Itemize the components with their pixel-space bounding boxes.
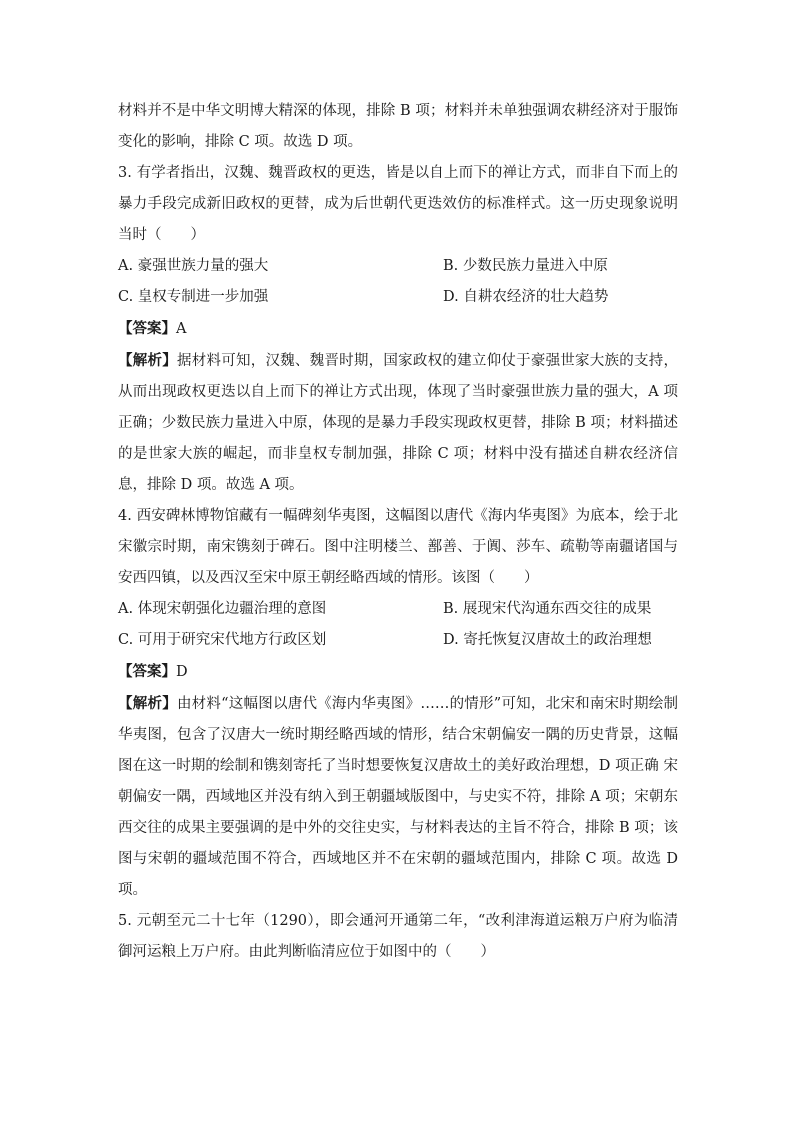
answer-line <box>118 313 678 345</box>
answer-tag: 【答案】 <box>118 320 176 337</box>
answer-tag: 【答案】 <box>118 663 176 680</box>
answer-line <box>118 656 678 688</box>
options-grid <box>118 594 678 656</box>
question-stem: 4. 西安碑林博物馆藏有一幅碑刻华夷图，这幅图以唐代《海内华夷图》为底本，绘于北宋徽宗时期，南宋镌刻于碑石。图中注明楼兰、鄯善、于阗、莎车、疏勒等南疆诸国与安西四镇，以及西汉至宋中原王朝经略西域的情形。该图（ ） <box>118 508 678 586</box>
option-d: D. 自耕农经济的壮大趋势 <box>443 289 609 305</box>
option-b: B. 展现宋代沟通东西交往的成果 <box>443 601 652 617</box>
question-4 <box>118 501 678 906</box>
question-5 <box>118 906 678 968</box>
question-stem: 5. 元朝至元二十七年（1290），即会通河开通第二年，“改利津海道运粮万户府为临清御河运粮上万户府。由此判断临清应位于如图中的（ ） <box>118 913 678 960</box>
document-page <box>118 96 678 968</box>
analysis-text: 据材料可知，汉魏、魏晋时期，国家政权的建立仰仗于豪强世家大族的支持，从而出现政权更迭以自上而下的禅让方式出现，体现了当时豪强世族力量的强大，A 项正确；少数民族力量进入中原，体现的是暴力手段实现政权更替，排除 B 项；材料描述的是世家大族的崛起，而非皇权专制加强，排除 C 项；材料中没有描述自耕农经济信息，排除 D 项。故选 A 项。 <box>118 353 679 493</box>
option-a: A. 体现宋朝强化边疆治理的意图 <box>118 601 327 617</box>
option-d: D. 寄托恢复汉唐故土的政治理想 <box>443 632 652 648</box>
intro-paragraph: 材料并不是中华文明博大精深的体现，排除 B 项；材料并未单独强调农耕经济对于服饰变化的影响，排除 C 项。故选 D 项。 <box>118 103 678 150</box>
analysis-text: 由材料“这幅图以唐代《海内华夷图》……的情形”可知，北宋和南宋时期绘制华夷图，包含了汉唐大一统时期经略西域的情形，结合宋朝偏安一隅的历史背景，这幅图在这一时期的绘制和镌刻寄托了当时想要恢复汉唐故土的美好政治理想，D 项正确 宋朝偏安一隅，西域地区并没有纳入到王朝疆域版图中，与史实不符，排除 A 项；宋朝东西交往的成果主要强调的是中外的交往史实，与材料表达的主旨不符合，排除 B 项；该图与宋朝的疆域范围不符合，西域地区并不在宋朝的疆域范围内，排除 C 项。故选 D 项。 <box>118 696 678 898</box>
question-stem: 3. 有学者指出，汉魏、魏晋政权的更迭，皆是以自上而下的禅让方式，而非自下而上的暴力手段完成新旧政权的更替，成为后世朝代更迭效仿的标准样式。这一历史现象说明当时（ ） <box>118 165 678 243</box>
option-c: C. 可用于研究宋代地方行政区划 <box>118 632 327 648</box>
answer-value: A <box>176 321 187 337</box>
analysis-tag: 【解析】 <box>118 695 177 712</box>
analysis-paragraph <box>118 345 678 501</box>
answer-value: D <box>176 664 188 680</box>
option-a: A. 豪强世族力量的强大 <box>118 258 269 274</box>
analysis-tag: 【解析】 <box>118 352 177 369</box>
question-3 <box>118 158 678 501</box>
options-grid <box>118 251 678 313</box>
option-b: B. 少数民族力量进入中原 <box>443 258 608 274</box>
analysis-paragraph <box>118 688 678 906</box>
option-c: C. 皇权专制进一步加强 <box>118 289 269 305</box>
